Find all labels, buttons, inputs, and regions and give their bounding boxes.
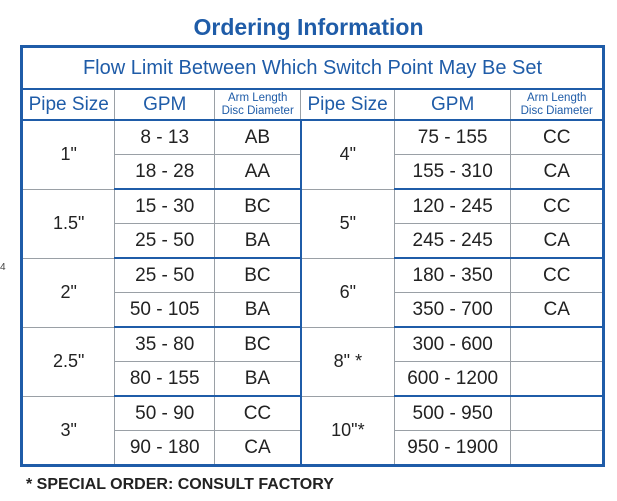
header-pipe-size-right: Pipe Size [301, 89, 394, 120]
gpm-cell: 15 - 30 [115, 189, 215, 224]
code-cell: AA [214, 155, 300, 190]
code-cell: BA [214, 224, 300, 259]
code-cell: BA [214, 362, 300, 397]
ordering-table [20, 45, 605, 467]
code-cell: CA [511, 155, 604, 190]
code-cell: CA [511, 293, 604, 328]
header-gpm-right: GPM [394, 89, 511, 120]
header-pipe-size-left: Pipe Size [22, 89, 115, 120]
gpm-cell: 75 - 155 [394, 120, 511, 155]
pipe-size-cell: 1.5" [22, 189, 115, 258]
header-gpm-left: GPM [115, 89, 215, 120]
header-disc-diameter-left: Disc Diameter [221, 104, 294, 117]
code-cell: CA [214, 431, 300, 466]
margin-mark: 4 [0, 262, 6, 273]
code-cell [511, 431, 604, 466]
table-row [22, 189, 604, 224]
gpm-cell: 18 - 28 [115, 155, 215, 190]
gpm-cell: 350 - 700 [394, 293, 511, 328]
gpm-cell: 500 - 950 [394, 396, 511, 431]
code-cell: BC [214, 189, 300, 224]
table-row [22, 396, 604, 431]
code-cell: CC [214, 396, 300, 431]
gpm-cell: 155 - 310 [394, 155, 511, 190]
code-cell [511, 396, 604, 431]
gpm-cell: 25 - 50 [115, 224, 215, 259]
code-cell: CC [511, 189, 604, 224]
gpm-cell: 8 - 13 [115, 120, 215, 155]
page-title: Ordering Information [193, 14, 424, 40]
gpm-cell: 90 - 180 [115, 431, 215, 466]
code-cell: CC [511, 258, 604, 293]
code-cell [511, 327, 604, 362]
pipe-size-cell: 1" [22, 120, 115, 189]
pipe-size-cell: 5" [301, 189, 394, 258]
gpm-cell: 245 - 245 [394, 224, 511, 259]
header-arm-length-right: Arm Length [526, 91, 587, 104]
code-cell: CA [511, 224, 604, 259]
header-arm-disc-right [511, 89, 604, 120]
pipe-size-cell: 10"* [301, 396, 394, 466]
gpm-cell: 600 - 1200 [394, 362, 511, 397]
gpm-cell: 50 - 90 [115, 396, 215, 431]
pipe-size-cell: 3" [22, 396, 115, 466]
gpm-cell: 35 - 80 [115, 327, 215, 362]
gpm-cell: 180 - 350 [394, 258, 511, 293]
code-cell: BA [214, 293, 300, 328]
gpm-cell: 25 - 50 [115, 258, 215, 293]
code-cell [511, 362, 604, 397]
table-row [22, 327, 604, 362]
footnote: * SPECIAL ORDER: CONSULT FACTORY [26, 476, 334, 493]
gpm-cell: 300 - 600 [394, 327, 511, 362]
pipe-size-cell: 4" [301, 120, 394, 189]
header-arm-disc-left [214, 89, 300, 120]
table-row [22, 258, 604, 293]
header-arm-length-left: Arm Length [227, 91, 288, 104]
gpm-cell: 120 - 245 [394, 189, 511, 224]
gpm-cell: 50 - 105 [115, 293, 215, 328]
pipe-size-cell: 2.5" [22, 327, 115, 396]
header-disc-diameter-right: Disc Diameter [520, 104, 593, 117]
code-cell: AB [214, 120, 300, 155]
table-banner: Flow Limit Between Which Switch Point May Be Set [22, 47, 604, 90]
gpm-cell: 80 - 155 [115, 362, 215, 397]
gpm-cell: 950 - 1900 [394, 431, 511, 466]
pipe-size-cell: 2" [22, 258, 115, 327]
code-cell: BC [214, 327, 300, 362]
pipe-size-cell: 8" * [301, 327, 394, 396]
code-cell: CC [511, 120, 604, 155]
code-cell: BC [214, 258, 300, 293]
table-row [22, 120, 604, 155]
pipe-size-cell: 6" [301, 258, 394, 327]
